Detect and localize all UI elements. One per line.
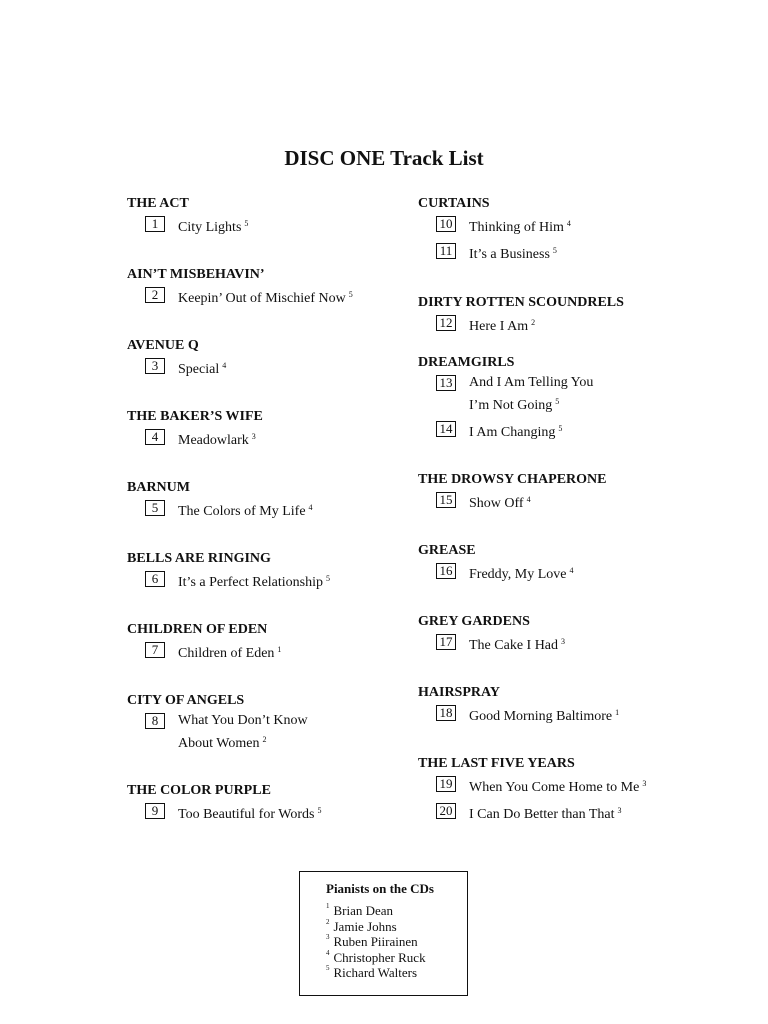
show-section: [127, 621, 412, 663]
show-title: CHILDREN OF EDEN: [127, 622, 268, 637]
track-number: 6: [145, 571, 165, 587]
pianist-number: 4: [326, 948, 330, 957]
show-section: [127, 195, 412, 237]
track-row: [145, 427, 412, 450]
show-section: [127, 337, 412, 379]
track-title: [469, 373, 593, 415]
show-title: CURTAINS: [418, 196, 490, 211]
track-number: 7: [145, 642, 165, 658]
track-row: [436, 313, 718, 336]
track-row: [436, 241, 718, 264]
track-title-line: And I Am Telling You: [469, 375, 594, 390]
track-row: [436, 632, 718, 655]
track-title-line: I Am Changing: [469, 425, 556, 440]
track-row: [436, 214, 718, 237]
show-section: [418, 195, 718, 264]
pianist-footnote: 3: [561, 637, 566, 646]
track-title-line: About Women: [178, 736, 260, 751]
pianists-title: Pianists on the CDs: [326, 881, 434, 896]
track-title: [469, 490, 531, 513]
pianist-entry: [326, 919, 467, 935]
page-title: DISC ONE Track List: [284, 146, 484, 170]
track-title-line: City Lights: [178, 220, 242, 235]
track-title-line: Special: [178, 362, 220, 377]
track-number: 1: [145, 216, 165, 232]
show-section: [418, 684, 718, 726]
pianist-footnote: 5: [558, 424, 563, 433]
show-title: GREASE: [418, 543, 476, 558]
track-title: [469, 774, 646, 797]
track-number: 9: [145, 803, 165, 819]
track-title: [469, 419, 562, 442]
track-row: [436, 373, 718, 415]
show-title: BELLS ARE RINGING: [127, 551, 271, 566]
pianist-name: Brian Dean: [333, 903, 394, 918]
pianist-footnote: 5: [317, 806, 322, 815]
show-section: [127, 692, 412, 753]
track-number: 18: [436, 705, 456, 721]
track-title-line: Children of Eden: [178, 646, 275, 661]
track-number: 17: [436, 634, 456, 650]
track-title: [469, 214, 571, 237]
show-title: AIN’T MISBEHAVIN’: [127, 267, 265, 282]
show-title: THE COLOR PURPLE: [127, 783, 271, 798]
track-title-line: Keepin’ Out of Mischief Now: [178, 291, 346, 306]
track-title-line: I’m Not Going: [469, 398, 553, 413]
show-section: [127, 408, 412, 450]
track-title-line: The Colors of My Life: [178, 504, 306, 519]
track-title: [469, 561, 573, 584]
track-row: [436, 774, 718, 797]
track-title-line: What You Don’t Know: [178, 713, 308, 728]
show-title: HAIRSPRAY: [418, 685, 500, 700]
track-column-right: [418, 195, 718, 828]
track-title-line: I Can Do Better than That: [469, 807, 615, 822]
pianist-number: 3: [326, 933, 330, 942]
pianist-footnote: 4: [222, 361, 227, 370]
track-title: [178, 285, 353, 308]
pianist-footnote: 5: [244, 219, 249, 228]
show-section: [418, 755, 718, 824]
track-title: [469, 632, 565, 655]
show-section: [418, 542, 718, 584]
track-title-line: Thinking of Him: [469, 220, 564, 235]
show-title: THE DROWSY CHAPERONE: [418, 472, 607, 487]
track-row: [145, 801, 412, 824]
track-row: [145, 214, 412, 237]
track-number: 14: [436, 421, 456, 437]
track-column-left: [127, 195, 412, 828]
show-section: [127, 266, 412, 308]
show-section: [418, 613, 718, 655]
pianist-footnote: 1: [277, 645, 282, 654]
pianist-footnote: 4: [526, 495, 531, 504]
track-row: [436, 801, 718, 824]
track-title: [178, 214, 248, 237]
show-section: [127, 479, 412, 521]
pianist-name: Jamie Johns: [333, 918, 397, 934]
track-title-line: Meadowlark: [178, 433, 249, 448]
show-title: GREY GARDENS: [418, 614, 530, 629]
track-title-line: Here I Am: [469, 319, 529, 334]
track-title-line: Too Beautiful for Words: [178, 807, 315, 822]
pianist-footnote: 3: [642, 779, 647, 788]
show-section: [127, 782, 412, 824]
show-section: [418, 471, 718, 513]
track-title: [178, 640, 281, 663]
show-section: [418, 294, 718, 336]
show-title: THE BAKER’S WIFE: [127, 409, 263, 424]
pianist-list: [326, 903, 467, 981]
track-title: [178, 498, 313, 521]
track-row: [145, 498, 412, 521]
pianist-footnote: 5: [326, 574, 331, 583]
track-number: 10: [436, 216, 456, 232]
track-title: [178, 569, 330, 592]
pianist-name: Christopher Ruck: [333, 949, 426, 965]
pianist-footnote: 4: [569, 566, 574, 575]
track-row: [145, 569, 412, 592]
pianist-footnote: 4: [308, 503, 313, 512]
track-number: 12: [436, 315, 456, 331]
show-title: DREAMGIRLS: [418, 355, 515, 370]
show-section: [418, 354, 718, 442]
pianist-footnote: 4: [566, 219, 571, 228]
track-number: 15: [436, 492, 456, 508]
track-title: [469, 241, 557, 264]
show-title: CITY OF ANGELS: [127, 693, 245, 708]
track-title: [469, 703, 619, 726]
track-row: [436, 561, 718, 584]
pianist-footnote: 3: [617, 806, 622, 815]
track-number: 13: [436, 375, 456, 391]
pianist-footnote: 5: [348, 290, 353, 299]
track-row: [145, 285, 412, 308]
track-title: [178, 711, 308, 753]
track-number: 4: [145, 429, 165, 445]
pianist-footnote: 5: [555, 397, 560, 406]
track-row: [436, 490, 718, 513]
track-number: 11: [436, 243, 456, 259]
show-title: THE ACT: [127, 196, 189, 211]
track-title-line: Good Morning Baltimore: [469, 709, 613, 724]
track-number: 20: [436, 803, 456, 819]
track-title: [469, 801, 622, 824]
track-number: 16: [436, 563, 456, 579]
pianist-footnote: 1: [615, 708, 620, 717]
track-number: 3: [145, 358, 165, 374]
track-number: 8: [145, 713, 165, 729]
track-title-line: It’s a Perfect Relationship: [178, 575, 324, 590]
track-title-line: When You Come Home to Me: [469, 780, 640, 795]
track-row: [145, 711, 412, 753]
track-title-line: The Cake I Had: [469, 638, 559, 653]
track-title: [178, 356, 226, 379]
pianist-name: Richard Walters: [333, 965, 418, 981]
track-title-line: It’s a Business: [469, 247, 550, 262]
pianist-entry: [326, 903, 467, 919]
track-number: 5: [145, 500, 165, 516]
pianist-name: Ruben Piirainen: [333, 934, 418, 950]
track-title-line: Show Off: [469, 496, 524, 511]
pianist-footnote: 2: [262, 735, 267, 744]
pianist-entry: [326, 965, 467, 981]
track-row: [436, 703, 718, 726]
show-section: [127, 550, 412, 592]
pianist-entry: [326, 934, 467, 950]
pianist-number: 2: [326, 917, 330, 926]
pianist-footnote: 3: [251, 432, 256, 441]
pianist-footnote: 5: [552, 246, 557, 255]
track-number: 2: [145, 287, 165, 303]
pianist-entry: [326, 950, 467, 966]
show-title: BARNUM: [127, 480, 190, 495]
pianists-legend: [299, 871, 468, 996]
show-title: AVENUE Q: [127, 338, 199, 353]
track-row: [436, 419, 718, 442]
track-number: 19: [436, 776, 456, 792]
track-title: [178, 427, 256, 450]
show-title: THE LAST FIVE YEARS: [418, 756, 575, 771]
track-title-line: Freddy, My Love: [469, 567, 567, 582]
pianist-number: 5: [326, 964, 330, 973]
track-row: [145, 356, 412, 379]
pianist-number: 1: [326, 902, 330, 910]
track-row: [145, 640, 412, 663]
track-title: [178, 801, 321, 824]
track-title: [469, 313, 535, 336]
show-title: DIRTY ROTTEN SCOUNDRELS: [418, 295, 624, 310]
pianist-footnote: 2: [531, 318, 536, 327]
